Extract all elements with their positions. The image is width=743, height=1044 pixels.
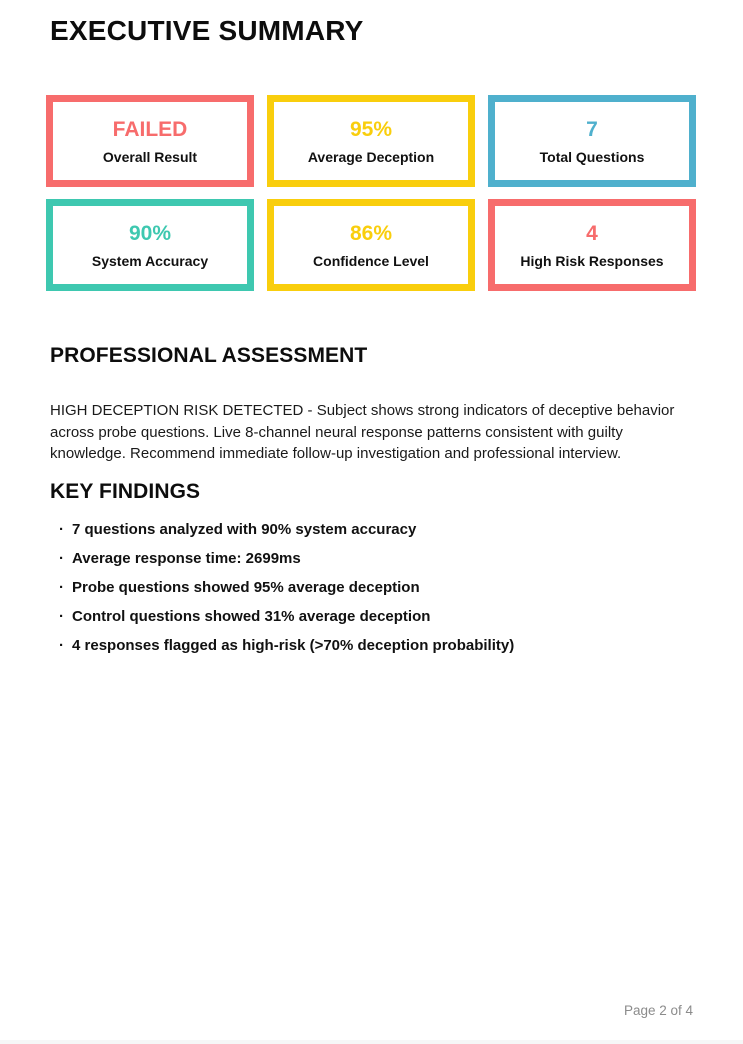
- metric-label: Average Deception: [307, 148, 435, 165]
- metric-value: 7: [586, 117, 598, 141]
- bullet-icon: ·: [59, 637, 64, 654]
- key-findings-heading: KEY FINDINGS: [50, 480, 201, 503]
- metric-label: High Risk Responses: [520, 252, 664, 269]
- finding-text: 7 questions analyzed with 90% system accuracy: [72, 521, 417, 538]
- metric-value: 86%: [349, 221, 393, 245]
- metric-label: Overall Result: [102, 148, 198, 165]
- metric-card: [267, 199, 475, 291]
- bullet-icon: ·: [59, 579, 64, 596]
- metric-card: [488, 95, 696, 187]
- page-bottom-edge: [0, 1040, 743, 1044]
- finding-text: Control questions showed 31% average deception: [72, 608, 431, 625]
- bullet-icon: ·: [59, 521, 64, 538]
- metric-label: Confidence Level: [313, 252, 429, 269]
- professional-assessment-text: HIGH DECEPTION RISK DETECTED - Subject shows strong indicators of deceptive behavior across probe questions. Live 8-channel neural response patterns consistent with guilty knowledge. Recommend immediate follow-up investigation and professional interview.: [50, 402, 675, 462]
- professional-assessment-heading: PROFESSIONAL ASSESSMENT: [50, 344, 368, 367]
- list-item: [59, 579, 514, 597]
- metric-value: 4: [586, 221, 598, 245]
- bullet-icon: ·: [59, 608, 64, 625]
- key-findings-list: [59, 521, 514, 666]
- finding-text: Probe questions showed 95% average deception: [72, 579, 420, 596]
- page-number: Page 2 of 4: [623, 1003, 693, 1018]
- metric-card: [46, 95, 254, 187]
- list-item: [59, 637, 514, 655]
- finding-text: Average response time: 2699ms: [72, 550, 301, 567]
- metric-card: [488, 199, 696, 291]
- summary-cards-grid: [46, 95, 696, 291]
- list-item: [59, 550, 514, 568]
- metric-value: 90%: [128, 221, 172, 245]
- metric-value: FAILED: [112, 117, 188, 141]
- metric-value: 95%: [349, 117, 393, 141]
- metric-card: [46, 199, 254, 291]
- metric-label: Total Questions: [539, 148, 645, 165]
- list-item: [59, 521, 514, 539]
- bullet-icon: ·: [59, 550, 64, 567]
- page-title: EXECUTIVE SUMMARY: [50, 15, 364, 46]
- finding-text: 4 responses flagged as high-risk (>70% deception probability): [72, 637, 515, 654]
- metric-card: [267, 95, 475, 187]
- metric-label: System Accuracy: [91, 252, 209, 269]
- list-item: [59, 608, 514, 626]
